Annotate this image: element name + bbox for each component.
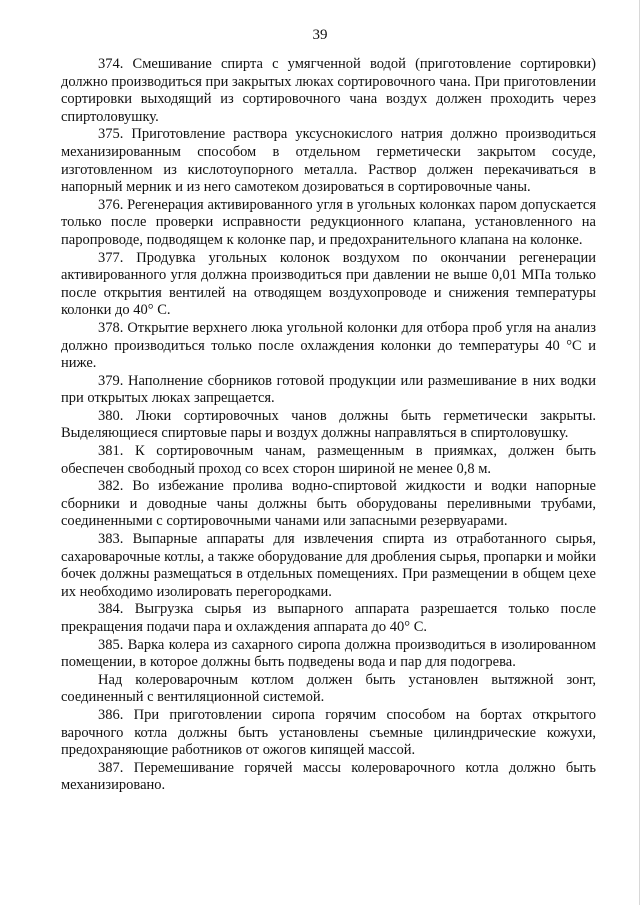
paragraph-375: 375. Приготовление раствора уксуснокислого натрия должно производиться механизированным способом в отдельном герметически закрытом сосуде, изготовленном из кислотоупорного металла. Раствор должен перекачиваться в напорный мерник и из него самотеком дозироваться в сортировочные чаны. [61,126,596,196]
paragraph-385-continuation: Над колероварочным котлом должен быть установлен вытяжной зонт, соединенный с вентиляционной системой. [61,671,596,706]
paragraph-387: 387. Перемешивание горячей массы колероварочного котла должно быть механизировано. [61,759,596,794]
paragraph-381: 381. К сортировочным чанам, размещенным в приямках, должен быть обеспечен свободный проход со всех сторон шириной не менее 0,8 м. [61,443,596,477]
paragraph-376: 376. Регенерация активированного угля в угольных колонках паром допускается только после проверки исправности редукционного клапана, установленного на паропроводе, подводящем к колонке пар, и предохранительного клапана на колонке. [61,196,596,248]
paragraph-383: 383. Выпарные аппараты для извлечения спирта из отработанного сырья, сахароварочные котлы, а также оборудование для дробления сырья, пропарки и мойки бочек должны размещаться в отдельных помещениях. При размещении в общем цехе их необходимо изолировать перегородками. [61,531,596,600]
paragraph-377: 377. Продувка угольных колонок воздухом по окончании регенерации активированного угля должна производиться при давлении не выше 0,01 МПа только после открытия вентилей на отводящем воздухопроводе и снижения температуры колонки до 40° С. [61,249,596,319]
paragraph-384: 384. Выгрузка сырья из выпарного аппарата разрешается только после прекращения подачи пара и охлаждения аппарата до 40° С. [61,601,596,635]
page-number: 39 [312,27,328,43]
paragraph-374: 374. Смешивание спирта с умягченной водой (приготовление сортировки) должно производиться при закрытых люках сортировочного чана. При приготовлении сортировки выходящий из сортировочного чана воздух должен проходить через спиртоловушку. [61,56,596,125]
paragraph-379: 379. Наполнение сборников готовой продукции или размешивание в них водки при открытых люках запрещается. [61,372,596,407]
paragraph-380: 380. Люки сортировочных чанов должны быть герметически закрыты. Выделяющиеся спиртовые пары и воздух должны направляться в спиртоловушку. [61,407,596,442]
paragraph-386: 386. При приготовлении сиропа горячим способом на бортах открытого варочного котла должны быть установлены съемные цилиндрические кожухи, предохраняющие работников от ожогов кипящей массой. [61,706,596,759]
document-body [61,56,596,795]
paragraph-382: 382. Во избежание пролива водно-спиртовой жидкости и водки напорные сборники и доводные чаны должны быть оборудованы переливными трубами, соединенными с сортировочными чанами или запасными резервуарами. [61,478,596,530]
paragraph-378: 378. Открытие верхнего люка угольной колонки для отбора проб угля на анализ должно производиться только после охлаждения колонки до температуры 40 °С и ниже. [61,319,596,372]
paragraph-385: 385. Варка колера из сахарного сиропа должна производиться в изолированном помещении, в которое должны быть подведены вода и пар для подогрева. [61,636,596,671]
